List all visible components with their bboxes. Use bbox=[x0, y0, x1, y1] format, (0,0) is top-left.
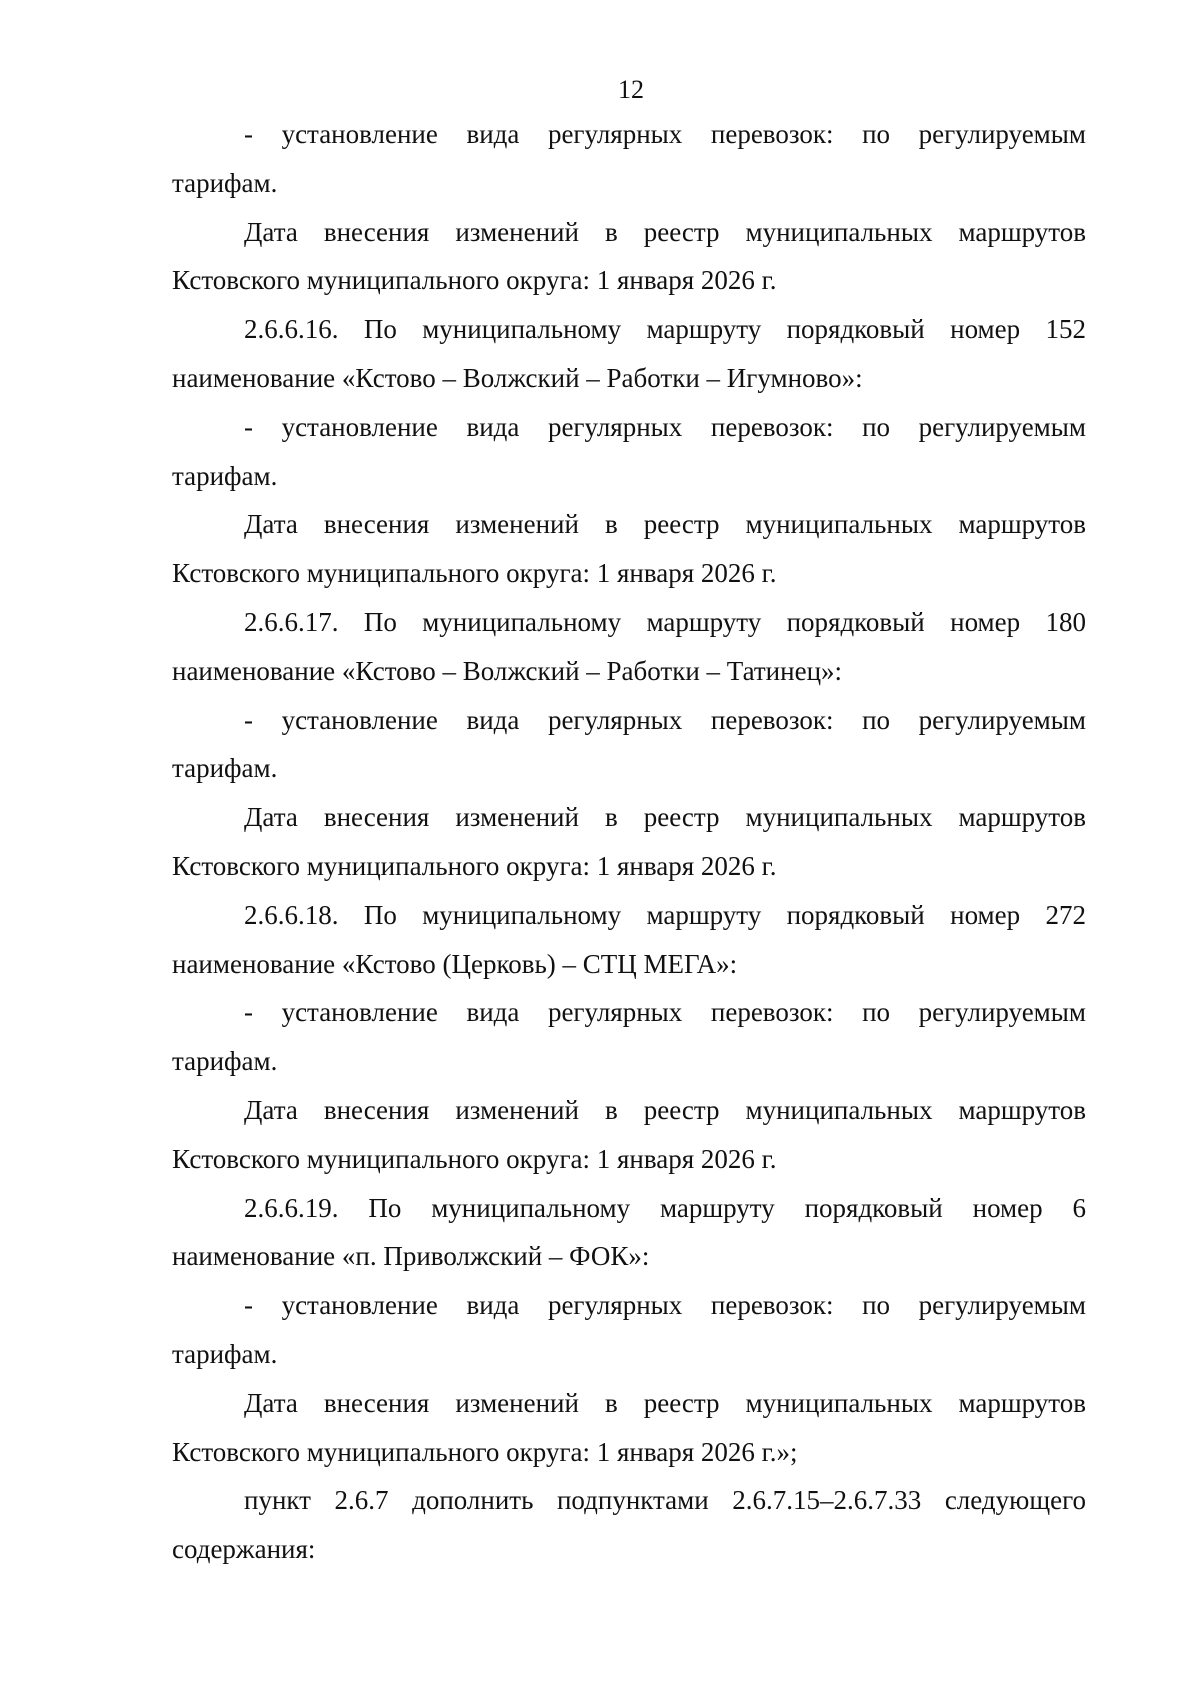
paragraph-line-first: Дата внесения изменений в реестр муниципальных маршрутов bbox=[244, 802, 1086, 833]
paragraph-line-first: Дата внесения изменений в реестр муниципальных маршрутов bbox=[244, 1387, 1086, 1418]
paragraph bbox=[172, 891, 1086, 989]
paragraph bbox=[172, 500, 1086, 598]
paragraph-line-first: - установление вида регулярных перевозок: по регулируемым bbox=[244, 997, 1086, 1028]
paragraph-line-first: пункт 2.6.7 дополнить подпунктами 2.6.7.15–2.6.7.33 следующего bbox=[244, 1485, 1086, 1516]
paragraph bbox=[172, 1086, 1086, 1184]
paragraph-line-first: - установление вида регулярных перевозок: по регулируемым bbox=[244, 1290, 1086, 1321]
paragraph-line-first: - установление вида регулярных перевозок: по регулируемым bbox=[244, 119, 1086, 149]
paragraph-line-last: тарифам. bbox=[172, 167, 278, 198]
paragraph-line-first: 2.6.6.18. По муниципальному маршруту порядковый номер 272 bbox=[244, 899, 1086, 930]
document-body bbox=[172, 110, 1086, 1574]
paragraph-line-first: Дата внесения изменений в реестр муниципальных маршрутов bbox=[244, 509, 1086, 540]
paragraph bbox=[172, 1476, 1086, 1574]
paragraph bbox=[172, 208, 1086, 306]
paragraph-line-last: тарифам. bbox=[172, 460, 278, 491]
paragraph bbox=[172, 598, 1086, 696]
paragraph bbox=[172, 988, 1086, 1086]
paragraph-line-first: - установление вида регулярных перевозок: по регулируемым bbox=[244, 411, 1086, 442]
paragraph bbox=[172, 793, 1086, 891]
paragraph-line-last: наименование «Кстово (Церковь) – СТЦ МЕГА»: bbox=[172, 948, 738, 979]
paragraph bbox=[172, 305, 1086, 403]
paragraph-line-last: Кстовского муниципального округа: 1 января 2026 г. bbox=[172, 265, 777, 296]
paragraph-line-last: наименование «Кстово – Волжский – Работки – Татинец»: bbox=[172, 655, 843, 686]
paragraph bbox=[172, 696, 1086, 794]
paragraph bbox=[172, 1184, 1086, 1282]
paragraph-line-first: 2.6.6.17. По муниципальному маршруту порядковый номер 180 bbox=[244, 606, 1086, 637]
paragraph-line-last: наименование «Кстово – Волжский – Работки – Игумново»: bbox=[172, 362, 863, 393]
paragraph-line-last: Кстовского муниципального округа: 1 января 2026 г. bbox=[172, 558, 777, 589]
paragraph bbox=[172, 1281, 1086, 1379]
paragraph bbox=[172, 403, 1086, 501]
page-number: 12 bbox=[618, 75, 644, 104]
paragraph bbox=[172, 110, 1086, 208]
paragraph-line-last: тарифам. bbox=[172, 1338, 278, 1369]
paragraph-line-first: - установление вида регулярных перевозок: по регулируемым bbox=[244, 704, 1086, 735]
paragraph-line-first: Дата внесения изменений в реестр муниципальных маршрутов bbox=[244, 216, 1086, 247]
paragraph-line-first: 2.6.6.19. По муниципальному маршруту порядковый номер 6 bbox=[244, 1192, 1086, 1223]
paragraph-line-last: Кстовского муниципального округа: 1 января 2026 г. bbox=[172, 850, 777, 881]
paragraph-line-last: тарифам. bbox=[172, 753, 278, 784]
paragraph-line-last: содержания: bbox=[172, 1534, 316, 1565]
paragraph-line-first: 2.6.6.16. По муниципальному маршруту порядковый номер 152 bbox=[244, 314, 1086, 345]
paragraph-line-last: Кстовского муниципального округа: 1 января 2026 г. bbox=[172, 1143, 777, 1174]
paragraph-line-first: Дата внесения изменений в реестр муниципальных маршрутов bbox=[244, 1094, 1086, 1125]
paragraph-line-last: тарифам. bbox=[172, 1046, 278, 1077]
paragraph bbox=[172, 1379, 1086, 1477]
paragraph-line-last: наименование «п. Приволжский – ФОК»: bbox=[172, 1241, 650, 1272]
paragraph-line-last: Кстовского муниципального округа: 1 января 2026 г.»; bbox=[172, 1436, 798, 1467]
